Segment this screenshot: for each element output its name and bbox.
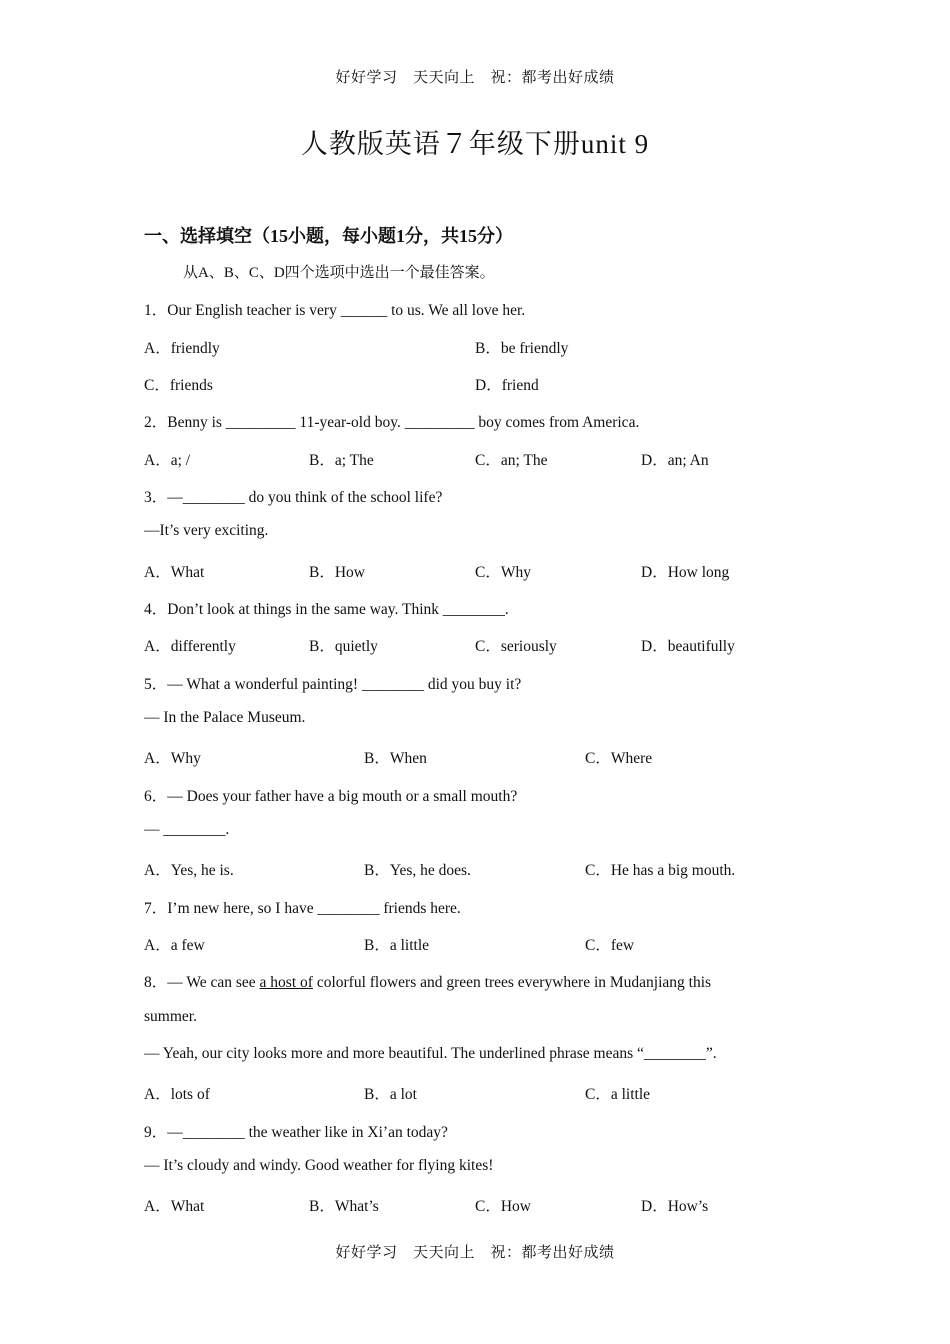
q4-option-d: D．beautifully	[641, 638, 735, 655]
q3-option-a: A．What	[144, 564, 205, 581]
q6-option-b: B．Yes, he does.	[364, 862, 471, 879]
q1-option-c: C．friends	[144, 377, 213, 394]
q3-option-d: D．How long	[641, 564, 730, 581]
q8-text-start: 8．— We can see	[144, 974, 260, 991]
q1-option-a: A．friendly	[144, 340, 220, 357]
q9-option-b: B．What’s	[309, 1198, 379, 1215]
q4-option-c: C．seriously	[475, 638, 557, 655]
question-5: 5．— What a wonderful painting! ________ did you buy it?	[144, 676, 522, 693]
q2-option-d: D．an; An	[641, 452, 709, 469]
question-6-reply: — ________.	[144, 821, 230, 838]
q2-option-a: A．a; /	[144, 452, 191, 469]
q7-option-a: A．a few	[144, 937, 205, 954]
q4-option-b: B．quietly	[309, 638, 378, 655]
question-9: 9．—________ the weather like in Xi’an today?	[144, 1124, 448, 1141]
question-7: 7．I’m new here, so I have ________ friends here.	[144, 900, 461, 917]
q6-option-a: A．Yes, he is.	[144, 862, 234, 879]
q9-option-d: D．How’s	[641, 1198, 709, 1215]
q3-option-b: B．How	[309, 564, 365, 581]
q3-option-c: C．Why	[475, 564, 531, 581]
page-footer: 好好学习 天天向上 祝：都考出好成绩	[335, 1245, 615, 1261]
q8-text-end: colorful flowers and green trees everywhere in Mudanjiang this	[312, 974, 712, 991]
q8-underlined-phrase: a host of	[259, 974, 313, 991]
q8-option-c: C．a little	[585, 1086, 651, 1103]
q9-option-a: A．What	[144, 1198, 205, 1215]
question-5-reply: — In the Palace Museum.	[144, 709, 306, 726]
question-1: 1．Our English teacher is very ______ to us. We all love her.	[144, 302, 526, 319]
section-instruction: 从A、B、C、D四个选项中选出一个最佳答案。	[183, 265, 495, 281]
question-3: 3．—________ do you think of the school life?	[144, 489, 443, 506]
section-heading: 一、选择填空（15小题，每小题1分，共15分）	[144, 226, 513, 246]
q1-option-b: B．be friendly	[475, 340, 569, 357]
q5-option-a: A．Why	[144, 750, 201, 767]
question-3-reply: —It’s very exciting.	[144, 522, 269, 539]
q8-option-b: B．a lot	[364, 1086, 417, 1103]
q1-option-d: D．friend	[475, 377, 539, 394]
q5-option-c: C．Where	[585, 750, 653, 767]
q4-option-a: A．differently	[144, 638, 236, 655]
q2-option-b: B．a; The	[309, 452, 374, 469]
question-8	[144, 970, 711, 992]
q5-option-b: B．When	[364, 750, 427, 767]
q7-option-c: C．few	[585, 937, 635, 954]
document-title: 人教版英语７年级下册unit 9	[300, 129, 650, 159]
question-6: 6．— Does your father have a big mouth or a small mouth?	[144, 788, 518, 805]
q8-option-a: A．lots of	[144, 1086, 210, 1103]
question-4: 4．Don’t look at things in the same way. Think ________.	[144, 601, 509, 618]
question-2: 2．Benny is _________ 11-year-old boy. _________ boy comes from America.	[144, 414, 640, 431]
page-header: 好好学习 天天向上 祝：都考出好成绩	[335, 70, 615, 86]
question-8-continued: summer.	[144, 1008, 197, 1025]
q2-option-c: C．an; The	[475, 452, 548, 469]
q7-option-b: B．a little	[364, 937, 430, 954]
question-8-reply: — Yeah, our city looks more and more beautiful. The underlined phrase means “________”.	[144, 1045, 717, 1062]
q9-option-c: C．How	[475, 1198, 531, 1215]
question-9-reply: — It’s cloudy and windy. Good weather for flying kites!	[144, 1157, 494, 1174]
q6-option-c: C．He has a big mouth.	[585, 862, 736, 879]
